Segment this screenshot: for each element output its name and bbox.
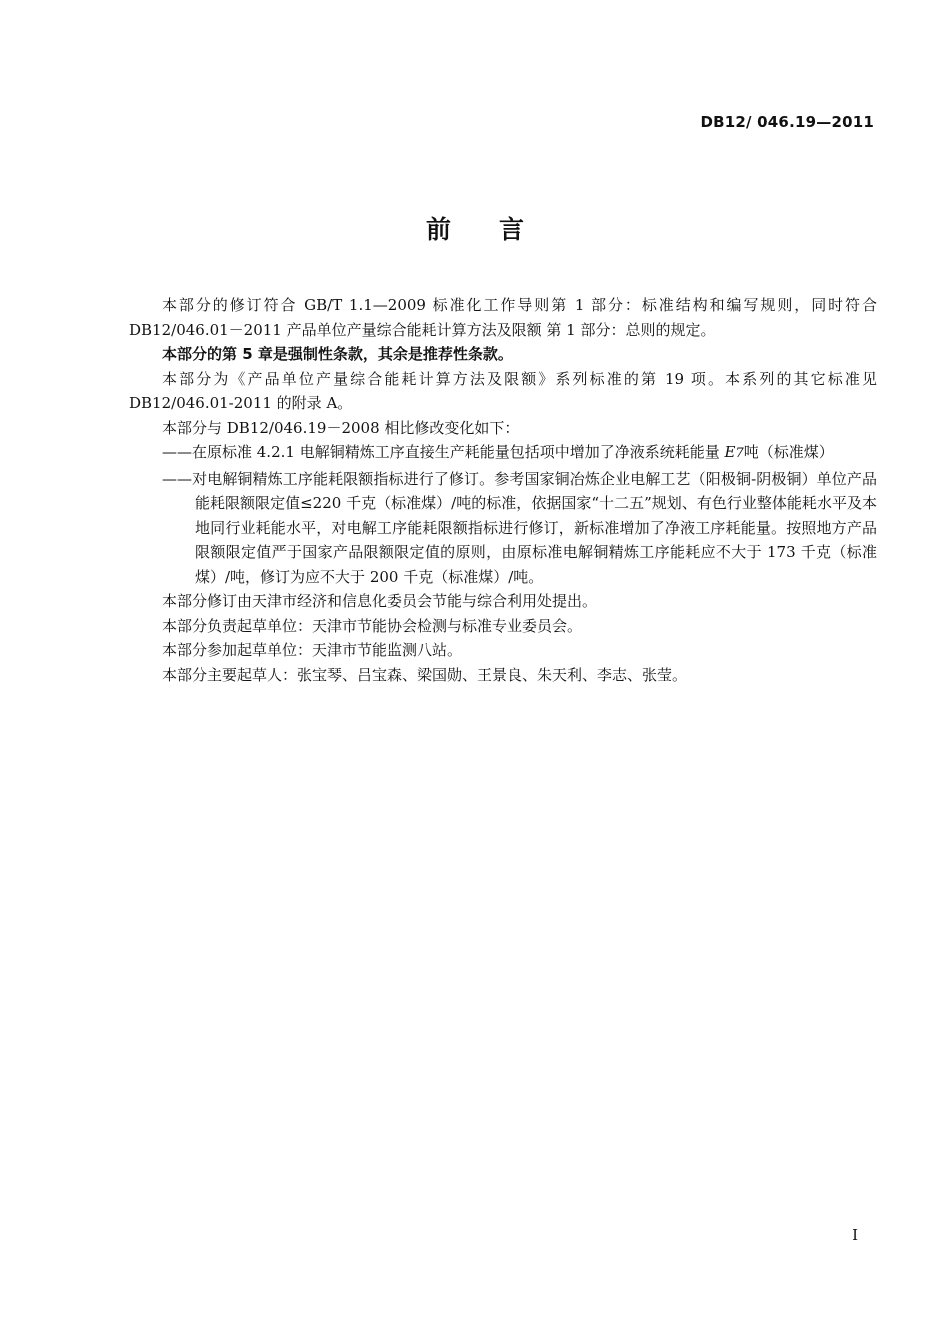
paragraph-drafting-unit: 本部分负责起草单位：天津市节能协会检测与标准专业委员会。 <box>162 616 583 635</box>
document-code: DB12/ 046.19—2011 <box>700 113 874 131</box>
energy-symbol: E <box>724 443 736 461</box>
page-title: 前言 <box>425 215 572 244</box>
paragraph-compliance: 本部分的修订符合 GB/T 1.1—2009 标准化工作导则第 1 部分：标准结构和编写规则，同时符合DB12/046.01－2011 产品单位产量综合能耗计算方法及限额 第 1 部分：总则的规定。 <box>129 296 877 339</box>
page-number: I <box>852 1226 858 1244</box>
paragraph-drafters: 本部分主要起草人：张宝琴、吕宝森、梁国勋、王景良、朱天利、李志、张莹。 <box>162 665 688 684</box>
paragraph-participating-unit: 本部分参加起草单位：天津市节能监测八站。 <box>162 641 463 659</box>
paragraph-changes-intro: 本部分与 DB12/046.19－2008 相比修改变化如下： <box>162 418 520 437</box>
change-item-2: ——对电解铜精炼工序能耗限额指标进行了修订。参考国家铜冶炼企业电解工艺（阳极铜-阴极铜）单位产品能耗限额限定值≤220 千克（标准煤）/吨的标准，依据国家“十二五”规划、有色行业整体能耗水平及本地同行业耗能水平，对电解工序能耗限额指标进行修订，新标准增加了净液工序耗能量。按照地方产品限额限定值严于国家产品限额限定值的原则，由原标准电解铜精炼工序能耗应不大于 173 千克（标准煤）/吨，修订为应不大于 200 千克（标准煤）/吨。 <box>162 469 877 586</box>
change-item-1-suffix: 吨（标准煤） <box>743 443 834 461</box>
foreword-body <box>129 293 877 687</box>
paragraph-mandatory-clause: 本部分的第 5 章是强制性条款，其余是推荐性条款。 <box>162 345 513 363</box>
energy-symbol-subscript: 7 <box>735 446 744 461</box>
change-item-1 <box>129 440 877 467</box>
change-item-1-prefix: ——在原标准 4.2.1 电解铜精炼工序直接生产耗能量包括项中增加了净液系统耗能量 <box>162 443 725 461</box>
paragraph-series: 本部分为《产品单位产量综合能耗计算方法及限额》系列标准的第 19 项。本系列的其它标准见DB12/046.01-2011 的附录 A。 <box>129 369 877 412</box>
paragraph-proposer: 本部分修订由天津市经济和信息化委员会节能与综合利用处提出。 <box>162 592 598 610</box>
